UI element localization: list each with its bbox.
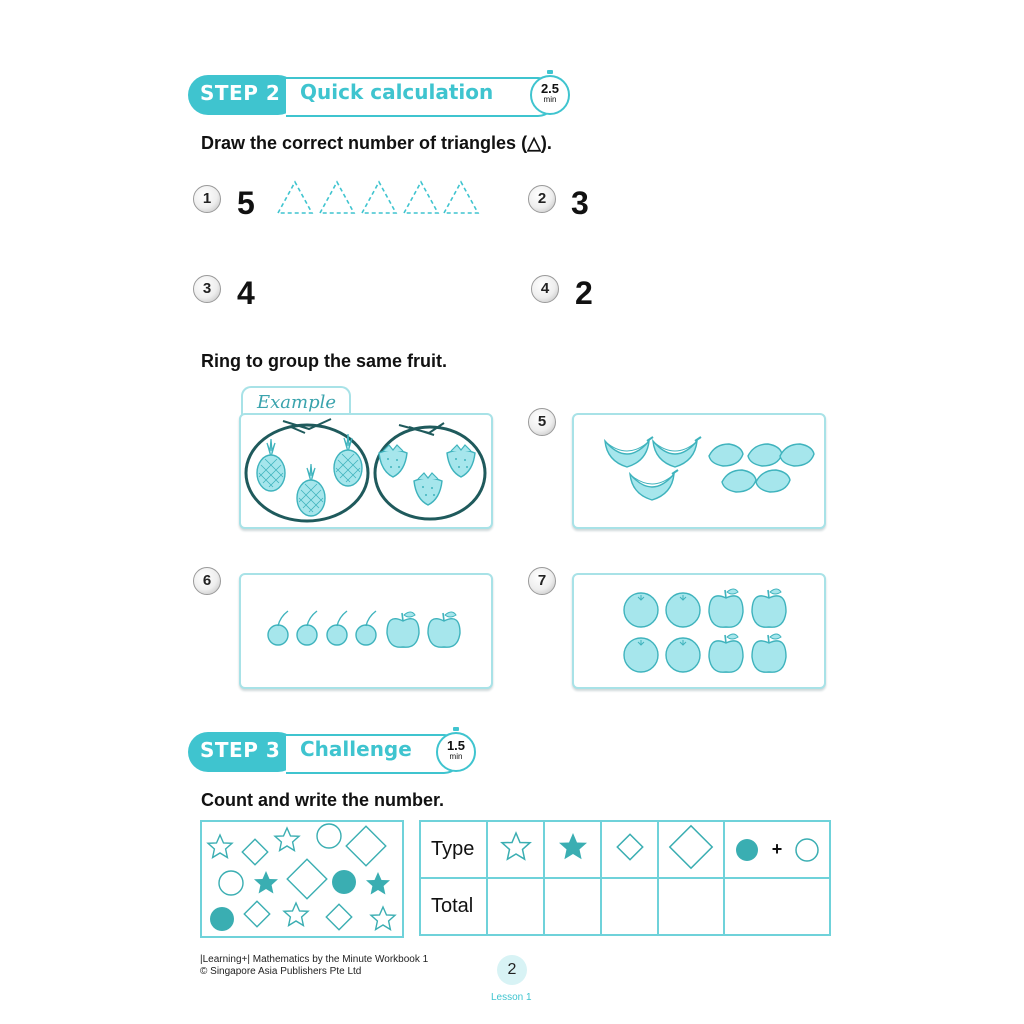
step2-title: Quick calculation (300, 80, 494, 104)
question-6-badge: 6 (193, 567, 221, 595)
apple-icon (709, 589, 743, 627)
lemon-icon (780, 444, 814, 466)
star-outline-icon (500, 831, 532, 863)
question-3-badge: 3 (193, 275, 221, 303)
step3-title: Challenge (300, 737, 412, 761)
lesson-label: Lesson 1 (491, 992, 532, 1003)
footer-credits (200, 954, 428, 978)
dashed-triangle-icon (320, 182, 354, 213)
step3-timer-unit: min (449, 752, 463, 761)
dashed-triangles-guide (276, 180, 482, 216)
circle-outline-icon (795, 838, 819, 862)
lemon-icon (709, 444, 743, 466)
pineapple-icon (257, 439, 285, 491)
star-filled-icon (557, 831, 589, 863)
step3-banner (188, 732, 488, 772)
cherry-icon (327, 611, 347, 645)
example-tab: Example (241, 386, 351, 420)
orange-icon (666, 593, 700, 627)
question-6-fruits (239, 573, 491, 687)
question-2-number: 3 (571, 185, 589, 221)
total-cell[interactable] (487, 878, 544, 935)
pineapple-icon (334, 434, 362, 486)
cherry-icon (356, 611, 376, 645)
circle-filled-icon (210, 907, 234, 931)
strawberry-icon (414, 473, 442, 505)
total-cell[interactable] (724, 878, 830, 935)
pineapple-icon (297, 464, 325, 516)
step3-timer-icon (436, 732, 476, 772)
plus-sign: + (771, 839, 783, 859)
section3-instruction: Count and write the number. (201, 790, 445, 810)
question-5-badge: 5 (528, 408, 556, 436)
section2-instruction: Ring to group the same fruit. (201, 351, 447, 371)
apple-icon (752, 634, 786, 672)
example-illustration (239, 413, 491, 527)
row-header-type: Type (420, 821, 487, 878)
large-diamond-icon (666, 822, 716, 872)
footer-copyright: © Singapore Asia Publishers Pte Ltd (200, 966, 362, 977)
apple-icon (709, 634, 743, 672)
question-4-number: 2 (575, 275, 593, 311)
type-cell-star-filled (544, 821, 601, 878)
step2-label: STEP 2 (200, 81, 281, 105)
dashed-triangle-icon (362, 182, 396, 213)
step3-timer-value: 1.5 (446, 738, 466, 753)
row-header-total: Total (420, 878, 487, 935)
page-number: 2 (497, 955, 527, 985)
step2-timer-unit: min (543, 95, 557, 104)
question-2-badge: 2 (528, 185, 556, 213)
step2-timer-icon (530, 75, 570, 115)
banana-icon (630, 470, 678, 500)
cherry-icon (268, 611, 288, 645)
apple-icon (428, 612, 460, 647)
apple-icon (387, 612, 419, 647)
question-1-number: 5 (237, 185, 255, 221)
circle-filled-icon (735, 838, 759, 862)
dashed-triangle-icon (444, 182, 478, 213)
type-cell-star-outline (487, 821, 544, 878)
circle-filled-icon (332, 870, 356, 894)
banana-icon (605, 437, 653, 467)
question-5-fruits (572, 413, 824, 527)
shapes-box (200, 820, 404, 938)
apple-icon (752, 589, 786, 627)
step3-label: STEP 3 (200, 738, 281, 762)
small-diamond-icon (614, 831, 646, 863)
table-row-type (420, 821, 830, 878)
total-cell[interactable] (544, 878, 601, 935)
lemon-icon (756, 470, 790, 492)
type-cell-circles (724, 821, 830, 878)
orange-icon (666, 638, 700, 672)
question-1-badge: 1 (193, 185, 221, 213)
question-3-number: 4 (237, 275, 255, 311)
lemon-icon (748, 444, 782, 466)
question-7-badge: 7 (528, 567, 556, 595)
count-table (419, 820, 831, 936)
total-cell[interactable] (601, 878, 658, 935)
total-cell[interactable] (658, 878, 724, 935)
question-7-fruits (572, 573, 824, 687)
dashed-triangle-icon (404, 182, 438, 213)
question-4-badge: 4 (531, 275, 559, 303)
table-row-total (420, 878, 830, 935)
strawberry-icon (447, 445, 475, 477)
orange-icon (624, 638, 658, 672)
type-cell-small-diamond (601, 821, 658, 878)
type-cell-large-diamond (658, 821, 724, 878)
banana-icon (653, 437, 701, 467)
step2-timer-value: 2.5 (540, 81, 560, 96)
footer-book-title: |Learning+| Mathematics by the Minute Workbook 1 (200, 954, 429, 965)
orange-icon (624, 593, 658, 627)
cherry-icon (297, 611, 317, 645)
section1-instruction: Draw the correct number of triangles (△). (201, 133, 552, 153)
dashed-triangle-icon (278, 182, 312, 213)
lemon-icon (722, 470, 756, 492)
step2-banner (188, 75, 578, 115)
